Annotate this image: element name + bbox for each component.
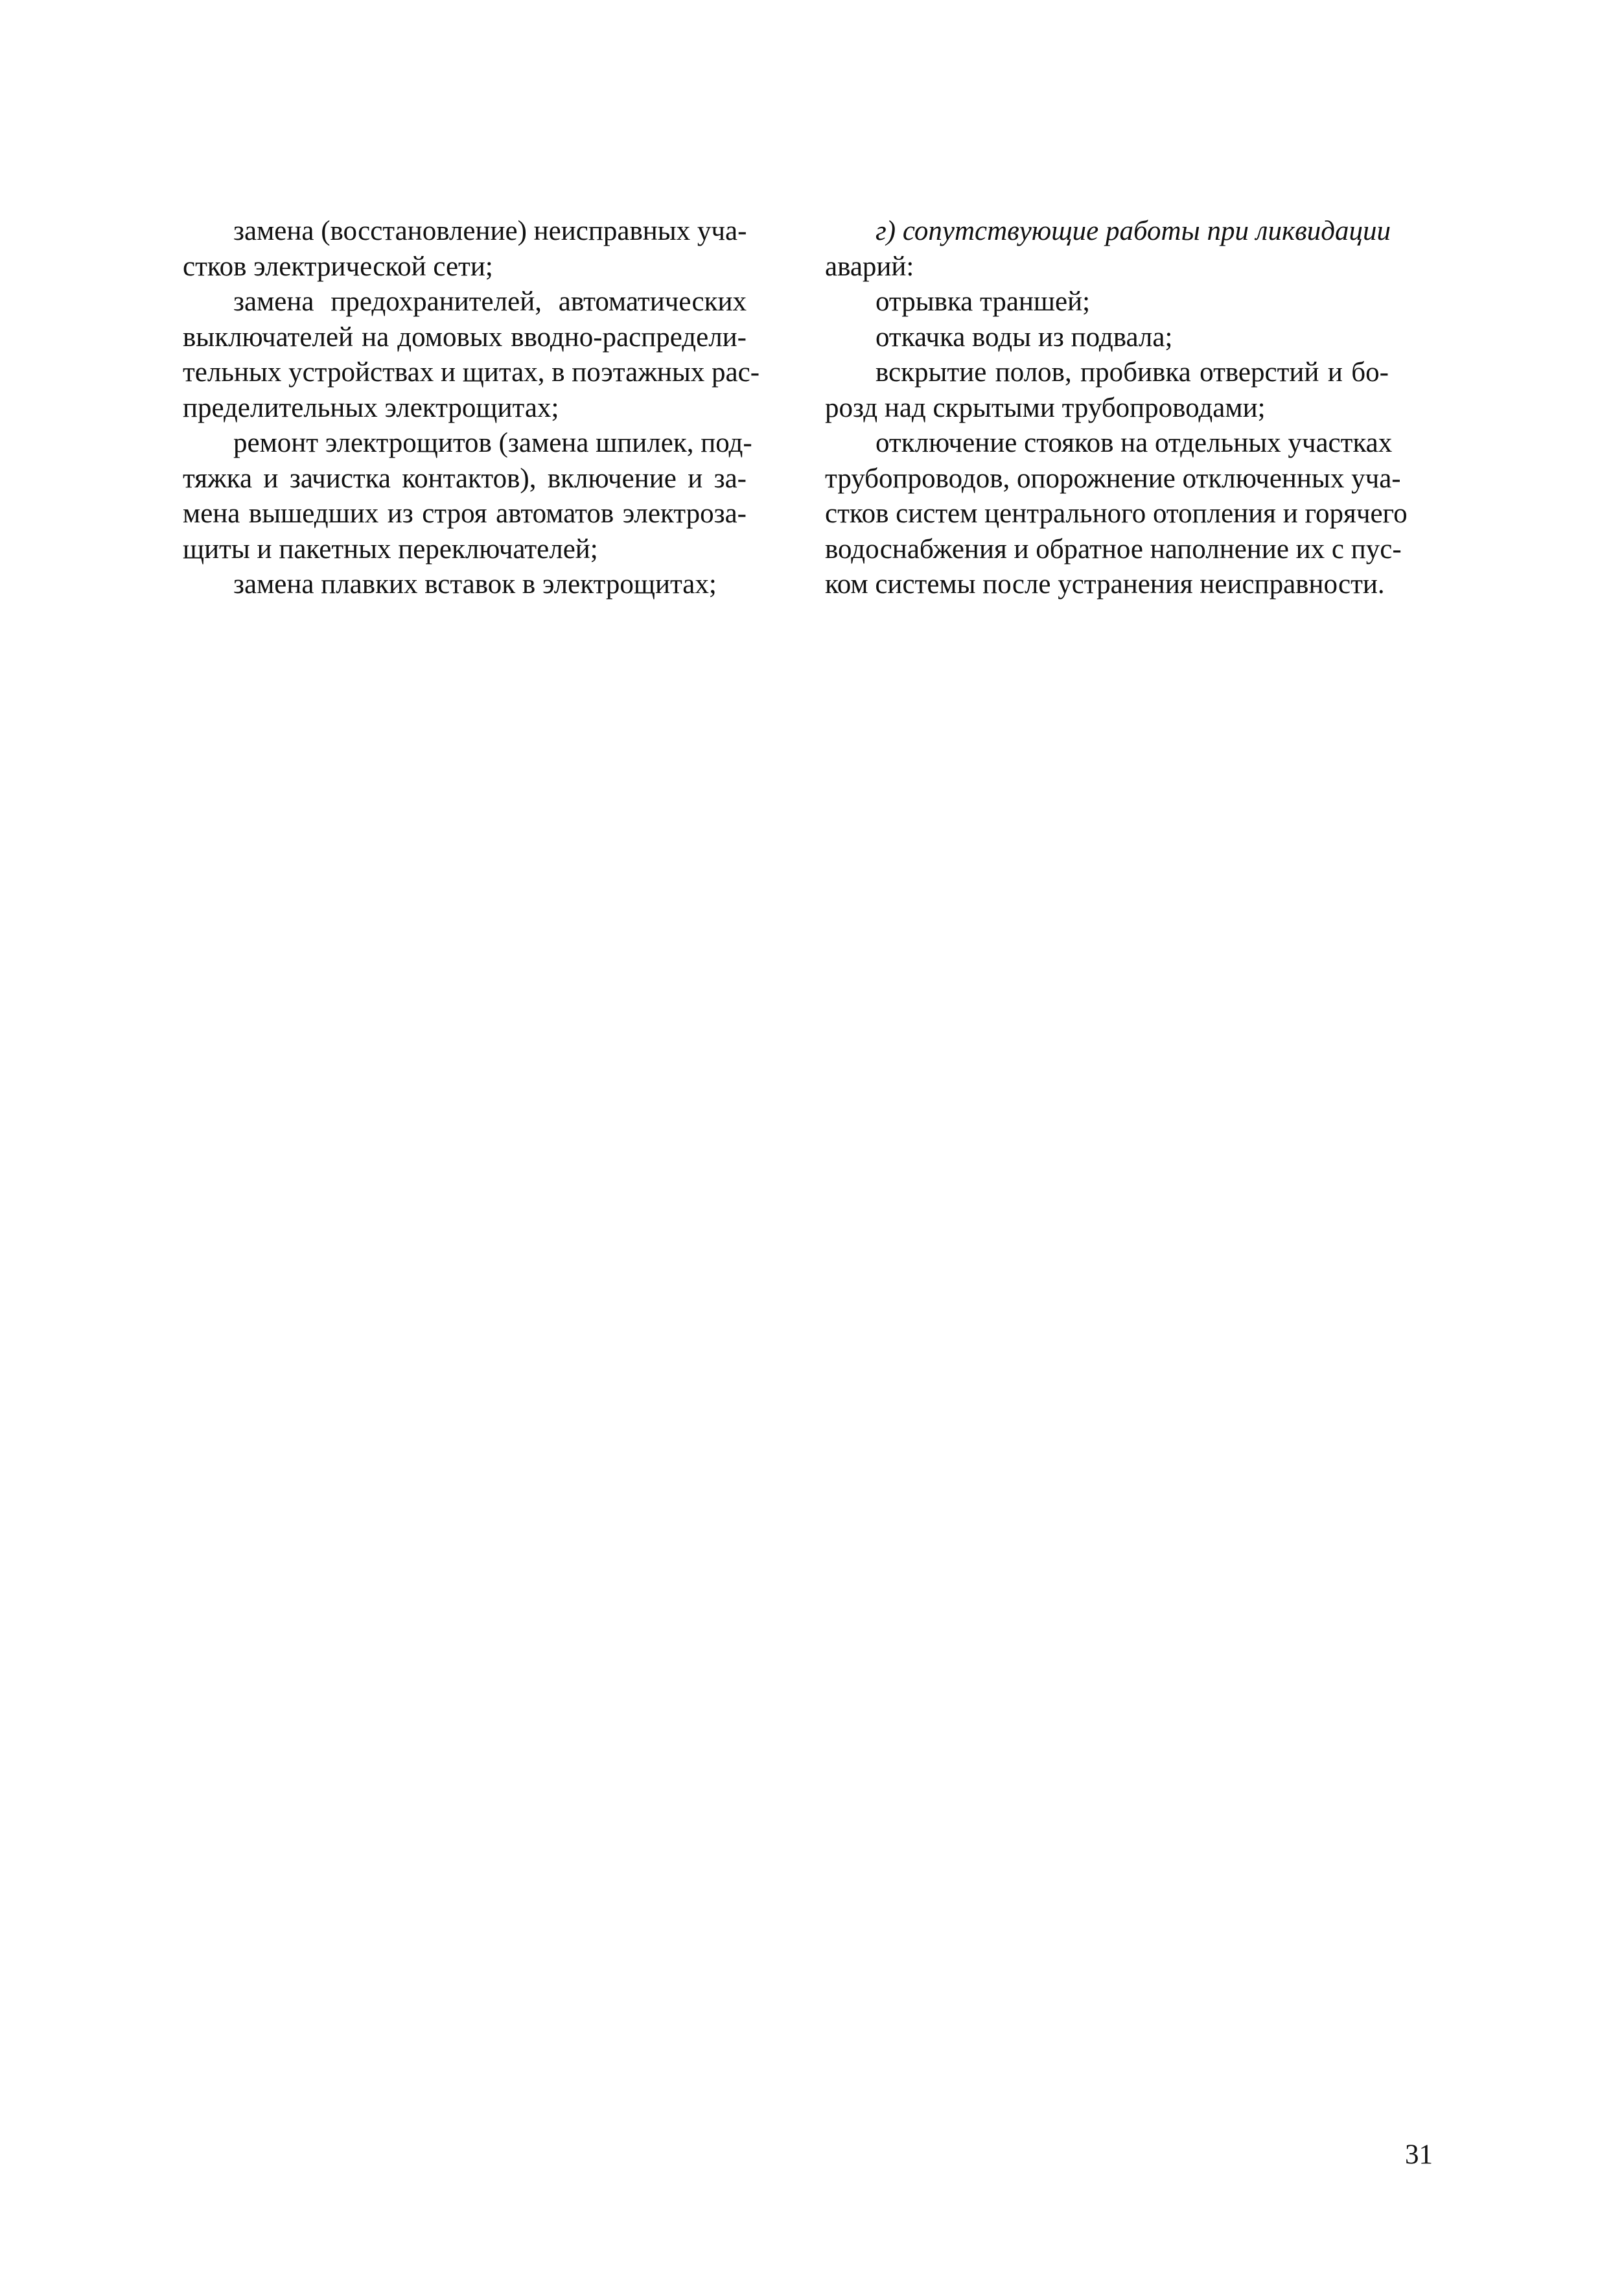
- text-line: г) сопутствующие работы при ликвидации: [876, 216, 1391, 246]
- text-line: пределительных электрощитах;: [183, 392, 559, 423]
- text-line: замена плавких вставок в электрощитах;: [233, 569, 717, 600]
- text-line: откачка воды из подвала;: [876, 321, 1173, 353]
- text-line: ком системы после устранения неисправности.: [825, 569, 1385, 600]
- paragraph-replace-fuses: [183, 285, 760, 426]
- text-line: тельных устройствах и щитах, в поэтажных рас-: [183, 357, 760, 388]
- text-line: водоснабжения и обратное наполнение их с пус-: [825, 533, 1402, 565]
- paragraph-pumping-water: [825, 320, 1389, 356]
- text-line: щиты и пакетных переключателей;: [183, 533, 598, 565]
- text-line: замена предохранителей, автоматических: [233, 286, 747, 317]
- text-line: стков электрической сети;: [183, 251, 493, 282]
- text-line: замена (восстановление) неисправных уча-: [233, 216, 747, 246]
- text-line: розд над скрытыми трубопроводами;: [825, 392, 1266, 423]
- text-line: ремонт электрощитов (замена шпилек, под-: [233, 428, 752, 458]
- paragraph-repair-panels: [183, 426, 752, 567]
- paragraph-restore-network: [183, 214, 747, 285]
- page-number: 31: [1405, 2139, 1433, 2170]
- text-line: мена вышедших из строя автоматов электроза-: [183, 498, 747, 529]
- text-line: отрывка траншей;: [876, 286, 1091, 317]
- text-line: отключение стояков на отдельных участках: [876, 428, 1393, 458]
- paragraph-replace-fuse-inserts: [183, 567, 747, 603]
- paragraph-opening-floors: [825, 355, 1389, 426]
- paragraph-accompanying-works: [825, 214, 1389, 285]
- text-line: трубопроводов, опорожнение отключенных уча-: [825, 463, 1401, 494]
- left-text-column: [183, 214, 760, 603]
- text-line: тяжка и зачистка контактов), включение и за-: [183, 463, 747, 494]
- text-line: вскрытие полов, пробивка отверстий и бо-: [876, 357, 1389, 388]
- right-text-column: [825, 214, 1408, 603]
- text-line: выключателей на домовых вводно-распредели-: [183, 321, 747, 353]
- paragraph-disconnect-risers: [825, 426, 1408, 603]
- text-line: стков систем центрального отопления и горячего: [825, 498, 1408, 529]
- text-line: аварий:: [825, 251, 914, 282]
- paragraph-trench-digging: [825, 285, 1389, 320]
